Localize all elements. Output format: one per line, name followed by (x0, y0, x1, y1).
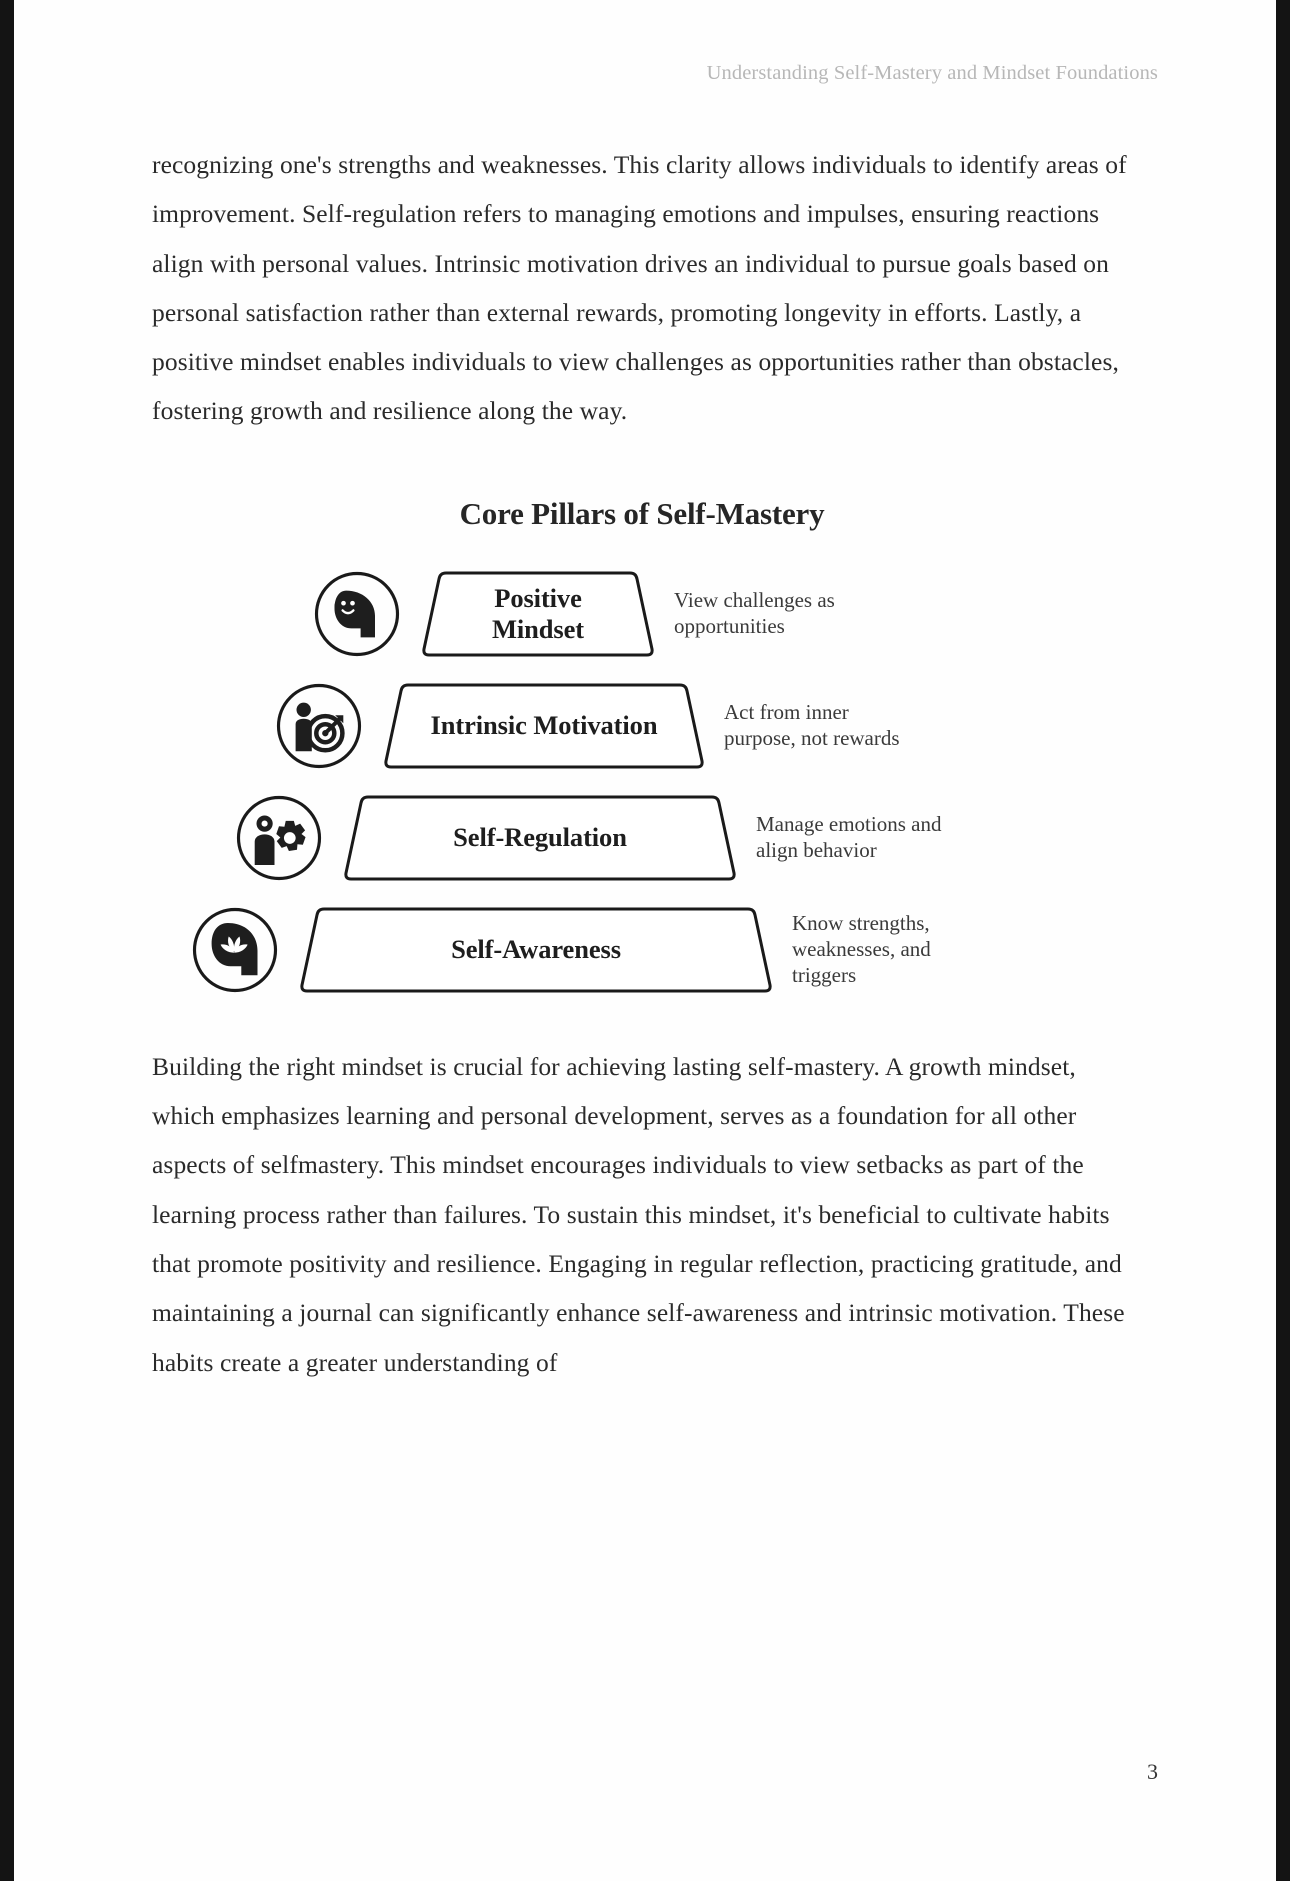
figure-title: Core Pillars of Self-Mastery (459, 495, 825, 531)
pyramid-shape-positive-mindset (418, 568, 658, 660)
pyramid-note-intrinsic-motivation: Act from inner purpose, not rewards (724, 699, 900, 750)
pyramid-tier-positive-mindset (312, 566, 864, 662)
pyramid-tier-self-awareness (190, 902, 982, 998)
smiling-head-icon (312, 569, 402, 659)
pyramid-shape-self-awareness (296, 904, 776, 996)
paragraph-first: recognizing one's strengths and weaknesses. This clarity allows individuals to identify areas of improvement. Self-regulation refers to managing emotions and impulses, ensuring reactions align with personal values. Intrinsic motivation drives an individual to pursue goals based on personal satisfaction rather than external rewards, promoting longevity in efforts. Lastly, a positive mindset enables individuals to view challenges as opportunities rather than obstacles, fostering growth and resilience along the way. (152, 150, 1127, 426)
pyramid-label-self-awareness: Self-Awareness (451, 934, 621, 965)
page-gutter-left (0, 0, 14, 1881)
page-content (152, 140, 1132, 1387)
page-number: 3 (1147, 1759, 1158, 1784)
pyramid-label-line1: Positive (494, 582, 582, 613)
pyramid-diagram (152, 566, 1132, 986)
figure-core-pillars (152, 496, 1132, 986)
head-lotus-icon (190, 905, 280, 995)
pyramid-shape-intrinsic-motivation (380, 680, 708, 772)
pyramid-label-self-regulation: Self-Regulation (453, 822, 627, 853)
page-gutter-right (1276, 0, 1290, 1881)
pyramid-note-self-regulation: Manage emotions and align behavior (756, 811, 942, 862)
pyramid-shape-self-regulation (340, 792, 740, 884)
page-sheet (14, 0, 1276, 1881)
running-head: Understanding Self-Mastery and Mindset Foundations (706, 62, 1158, 84)
pyramid-note-positive-mindset: View challenges as opportunities (674, 587, 835, 638)
paragraph-second: Building the right mindset is crucial for achieving lasting self-mastery. A growth mindset, which emphasizes learning and personal development, serves as a foundation for all other aspects of selfmastery. This mindset encourages individuals to view setbacks as part of the learning process rather than failures. To sustain this mindset, it's beneficial to cultivate habits that promote positivity and resilience. Engaging in regular reflection, practicing gratitude, and maintaining a journal can significantly enhance self-awareness and intrinsic motivation. These habits create a greater understanding of (152, 1051, 1125, 1377)
pyramid-note-self-awareness: Know strengths, weaknesses, and triggers (792, 911, 931, 987)
pyramid-tier-self-regulation (234, 790, 956, 886)
pyramid-label-positive-mindset (418, 568, 658, 660)
pyramid-label-line2: Mindset (491, 613, 585, 644)
pyramid-tier-intrinsic-motivation (274, 678, 924, 774)
person-target-icon (274, 681, 364, 771)
pyramid-label-intrinsic-motivation: Intrinsic Motivation (430, 710, 658, 741)
person-gear-icon (234, 793, 324, 883)
